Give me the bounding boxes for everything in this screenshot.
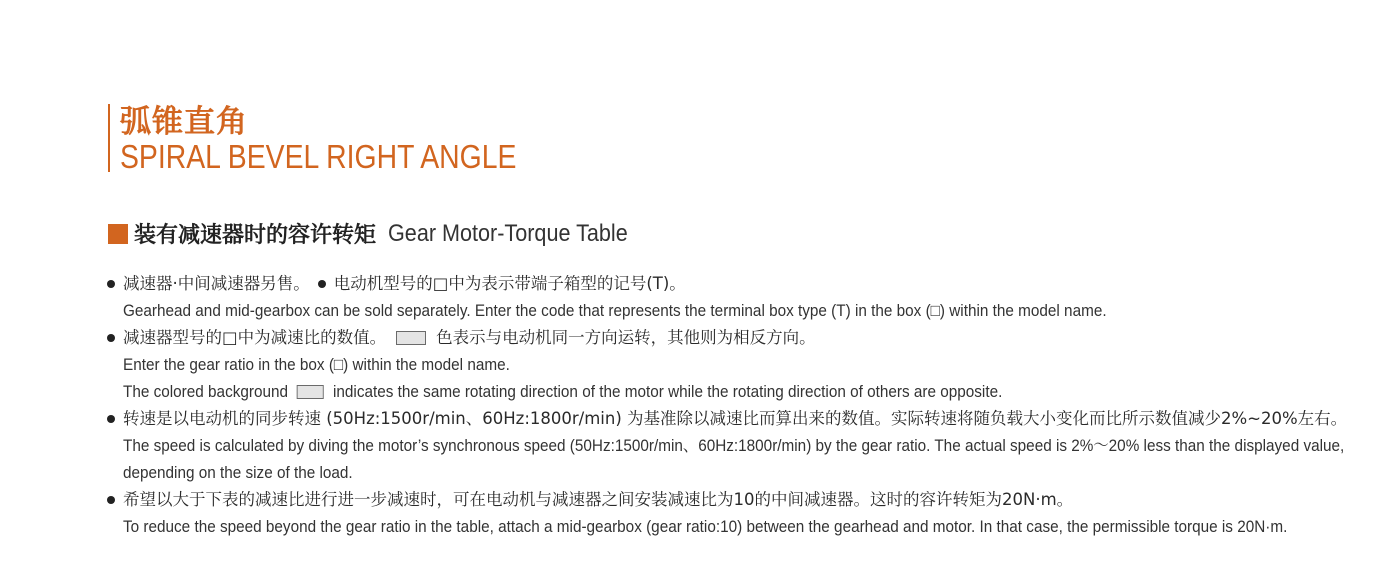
note-3-english-2 <box>107 459 1367 486</box>
page-header <box>108 104 581 175</box>
bullet-icon <box>107 280 115 288</box>
note-2-chinese <box>107 324 1367 351</box>
notes-list <box>107 270 1367 540</box>
note-3-cn-text: 转速是以电动机的同步转速 (50Hz:1500r/min、60Hz:1800r/min) 为基准除以减速比而算出来的数值。实际转速将随负载大小变化而比所示数值减少2%~20%左右。 <box>123 409 1348 428</box>
note-2-en-text-1: Enter the gear ratio in the box (□) within the model name. <box>123 355 510 374</box>
note-1-cn-part-b: 电动机型号的□中为表示带端子箱型的记号(T)。 <box>333 274 686 293</box>
note-2-cn-part-a: 减速器型号的□中为减速比的数值。 <box>123 328 387 347</box>
note-3-chinese <box>107 405 1367 432</box>
color-swatch-icon <box>396 331 426 345</box>
title-chinese: 弧锥直角 <box>120 104 248 140</box>
note-2-en-text-2b: indicates the same rotating direction of the motor while the rotating direction of others are opposite. <box>333 382 1003 401</box>
section-title-chinese: 装有减速器时的容许转矩 <box>134 223 377 248</box>
title-english: SPIRAL BEVEL RIGHT ANGLE <box>120 138 517 175</box>
note-2-cn-part-b: 色表示与电动机同一方向运转，其他则为相反方向。 <box>436 328 816 347</box>
section-heading <box>108 218 654 249</box>
section-title-english: Gear Motor-Torque Table <box>388 219 628 247</box>
section-square-icon <box>108 224 128 244</box>
bullet-icon <box>107 496 115 504</box>
bullet-icon <box>107 415 115 423</box>
bullet-icon <box>107 334 115 342</box>
color-swatch-icon <box>297 385 324 399</box>
note-4-en-text: To reduce the speed beyond the gear ratio in the table, attach a mid-gearbox (gear ratio:10) between the gearhead and motor. In that case, the permissible torque is 20N·m. <box>123 517 1288 536</box>
bullet-icon <box>318 280 326 288</box>
note-4-english <box>107 513 1367 540</box>
note-1-cn-part-a: 减速器·中间减速器另售。 <box>123 274 310 293</box>
note-2-english-1 <box>107 351 1367 378</box>
note-2-en-text-2a: The colored background <box>123 382 289 401</box>
note-3-english-1 <box>107 432 1367 459</box>
note-3-en-text-2: depending on the size of the load. <box>123 463 353 482</box>
note-1-chinese <box>107 270 1367 297</box>
note-1-en-text: Gearhead and mid-gearbox can be sold separately. Enter the code that represents the terminal box type (T) in the box (□) within the model name. <box>123 301 1107 320</box>
note-4-cn-text: 希望以大于下表的减速比进行进一步减速时，可在电动机与减速器之间安装减速比为10的中间减速器。这时的容许转矩为20N·m。 <box>123 490 1074 509</box>
note-3-en-text-1: The speed is calculated by diving the motor’s synchronous speed (50Hz:1500r/min、60Hz:1800r/min) by the gear ratio. The actual speed is 2%～20% less than the displayed value, <box>123 436 1345 455</box>
note-2-english-2 <box>107 378 1367 405</box>
note-1-english <box>107 297 1367 324</box>
note-4-chinese <box>107 486 1367 513</box>
